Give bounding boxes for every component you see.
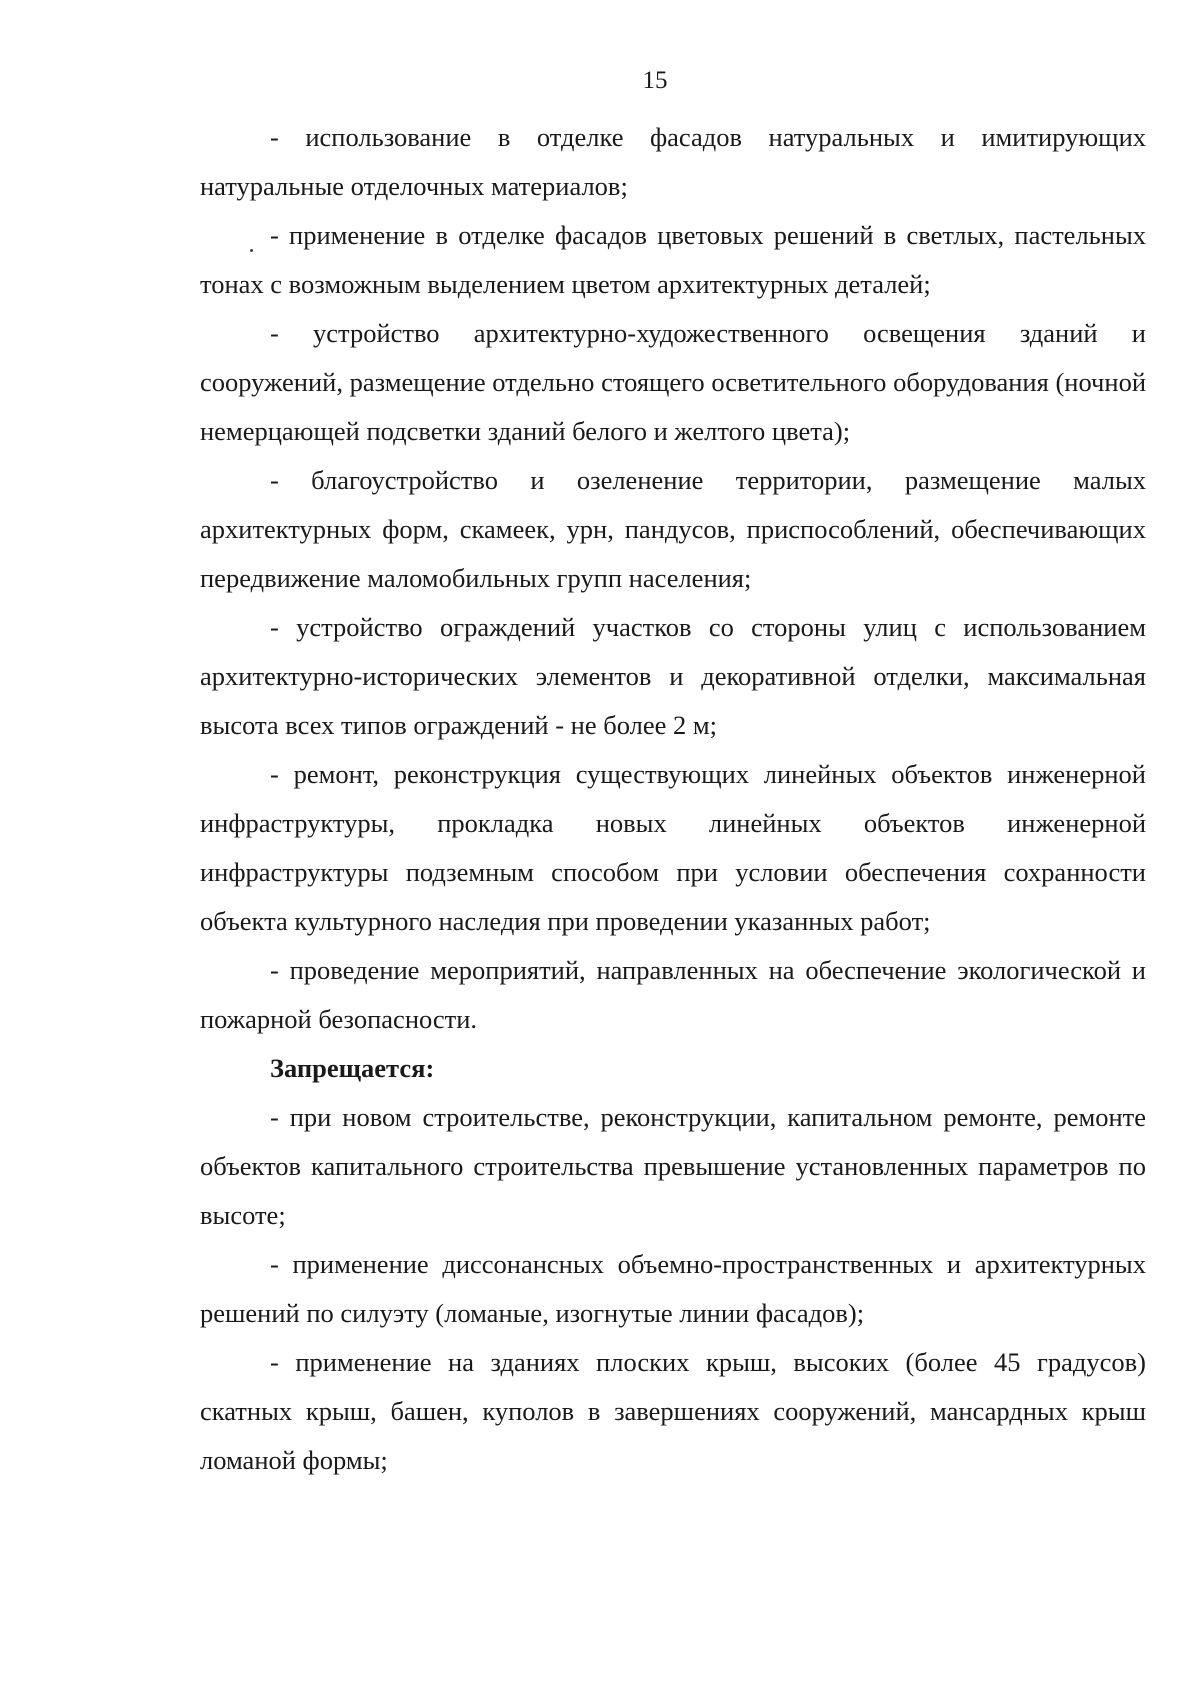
paragraph-fences: - устройство ограждений участков со стороны улиц с использованием архитектурно-исторических элементов и декоративной отделки, максимальная высота всех типов ограждений - не более 2 м; (200, 612, 1146, 740)
paragraph-safety: - проведение мероприятий, направленных на обеспечение экологической и пожарной безопасности. (200, 955, 1146, 1034)
paragraph-landscaping: - благоустройство и озеленение территории, размещение малых архитектурных форм, скамеек, урн, пандусов, приспособлений, обеспечивающих передвижение маломобильных групп населения; (200, 465, 1146, 593)
paragraph-natural-materials: - использование в отделке фасадов натуральных и имитирующих натуральные отделочных материалов; (200, 122, 1146, 201)
document-body (200, 113, 1146, 1485)
prohibited-item-height: - при новом строительстве, реконструкции, капитальном ремонте, ремонте объектов капитального строительства превышение установленных параметров по высоте; (200, 1102, 1146, 1230)
paragraph-color-solutions: - применение в отделке фасадов цветовых решений в светлых, пастельных тонах с возможным выделением цветом архитектурных деталей; (200, 220, 1146, 299)
paragraph-infrastructure: - ремонт, реконструкция существующих линейных объектов инженерной инфраструктуры, прокладка новых линейных объектов инженерной инфраструктуры подземным способом при условии обеспечения сохранности объекта культурного наследия при проведении указанных работ; (200, 759, 1146, 936)
paragraph-lighting: - устройство архитектурно-художественного освещения зданий и сооружений, размещение отдельно стоящего осветительного оборудования (ночной немерцающей подсветки зданий белого и желтого цвета); (200, 318, 1146, 446)
prohibited-item-dissonant: - применение диссонансных объемно-пространственных и архитектурных решений по силуэту (ломаные, изогнутые линии фасадов); (200, 1249, 1146, 1328)
prohibited-heading: Запрещается: (270, 1053, 435, 1083)
prohibited-item-roofs: - применение на зданиях плоских крыш, высоких (более 45 градусов) скатных крыш, башен, куполов в завершениях сооружений, мансардных крыш ломаной формы; (200, 1347, 1146, 1475)
page-number: 15 (642, 67, 668, 94)
